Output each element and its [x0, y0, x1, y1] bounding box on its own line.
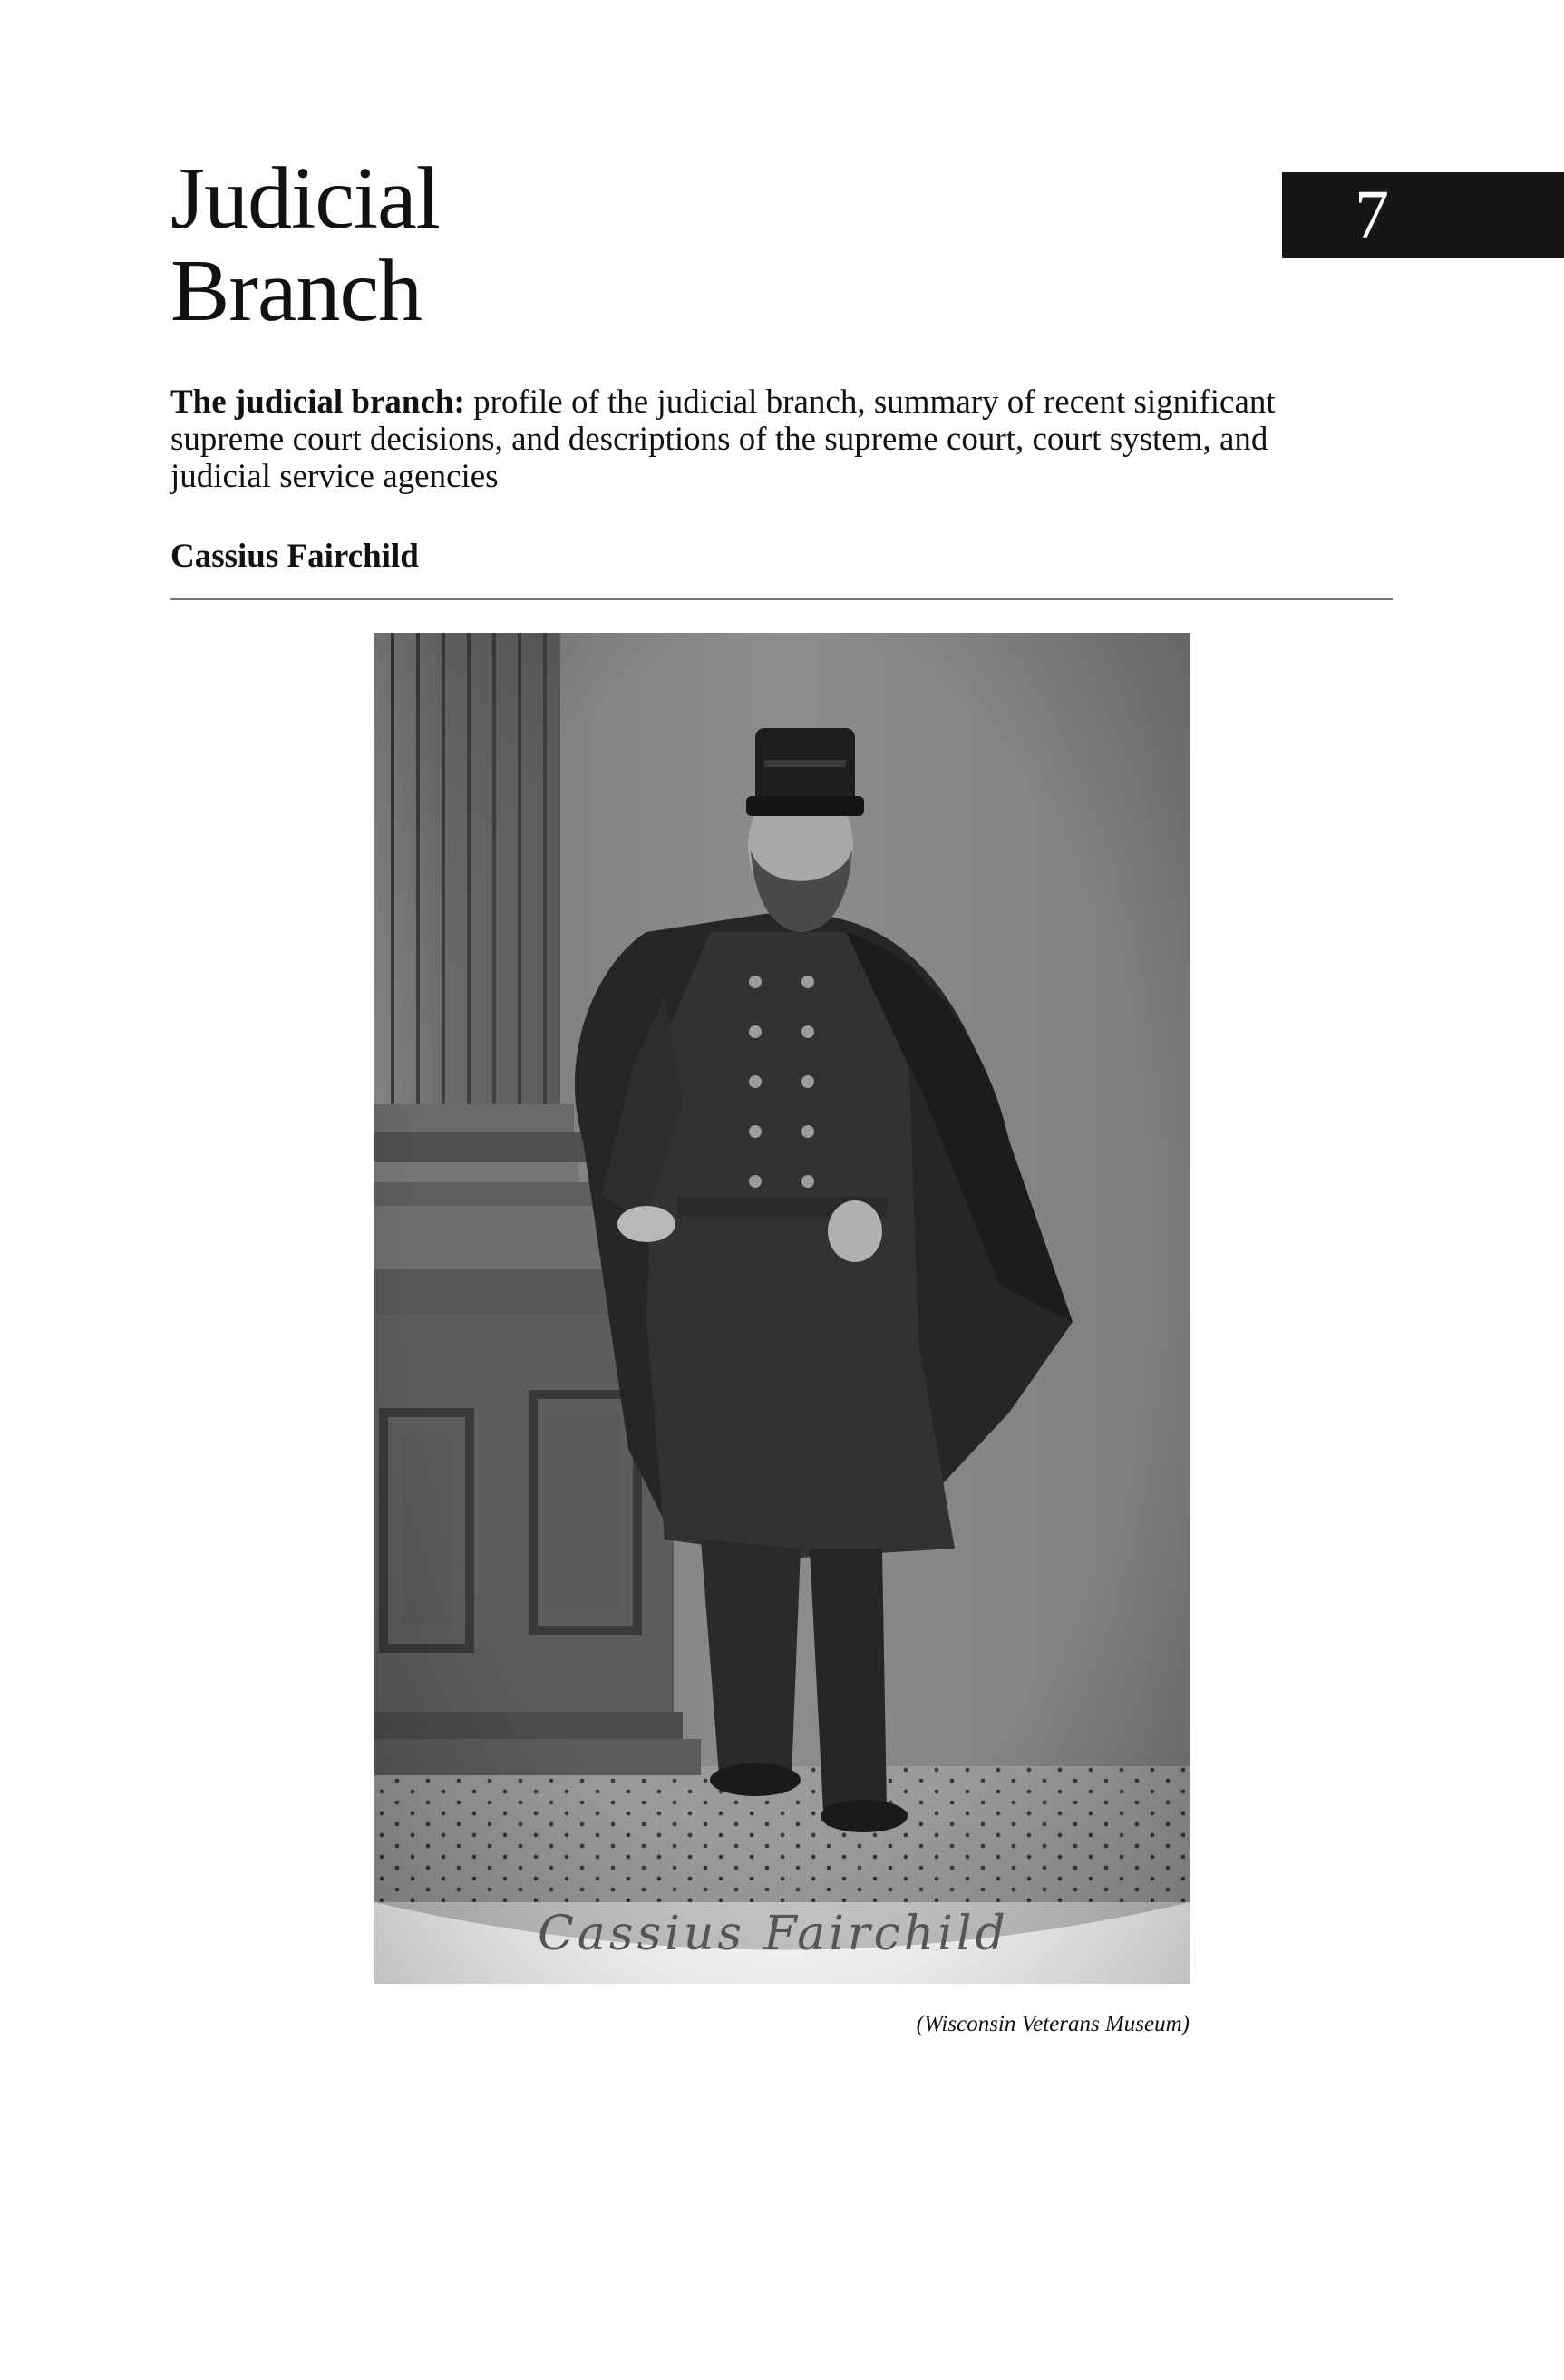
chapter-intro: [170, 384, 1349, 495]
historical-portrait-photo: [374, 633, 1190, 1984]
chapter-intro-lead: The judicial branch:: [170, 384, 465, 421]
chapter-title-line-2: Branch: [170, 242, 422, 340]
chapter-title: [170, 150, 440, 340]
photo-signature: Cassius Fairchild: [538, 1907, 1009, 1961]
chapter-title-line-1: Judicial: [170, 150, 440, 248]
photo-credit: (Wisconsin Veterans Museum): [916, 2012, 1190, 2036]
divider-rule: [170, 598, 1393, 600]
chapter-intro-text: profile of the judicial branch, summary of recent significant supreme court decisions, and descriptions of the supreme court, court system, and judicial service agencies: [170, 384, 1276, 495]
photo-heading: Cassius Fairchild: [170, 538, 419, 575]
chapter-number: 7: [1355, 177, 1389, 253]
chapter-number-tab: [1282, 172, 1564, 258]
